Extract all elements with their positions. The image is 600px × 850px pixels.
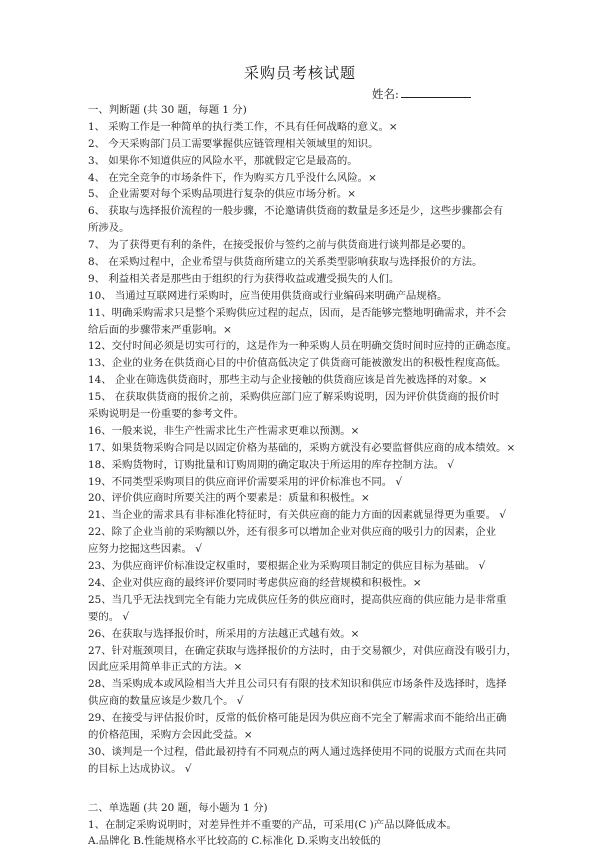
section-gap [88, 778, 518, 800]
question-line: 28、当采购成本或风险相当大并且公司只有有限的技术知识和供应市场条件及选择时，选择 [88, 678, 507, 691]
question-line: 19、不同类型采购项目的供应商评价需要采用的评价标准也不同。 √ [88, 475, 403, 488]
question-line: 应努力挖掘这些因素。 √ [88, 543, 202, 556]
question-line: 25、当几乎无法找到完全有能力完成供应任务的供应商时，提高供应商的供应能力是非常重 [88, 593, 507, 606]
section2-questions [88, 817, 518, 850]
question-line: 21、当企业的需求具有非标准化特征时，有关供应商的能力方面的因素就显得更为重要。 √ [88, 509, 506, 522]
question-line: 14、 企业在筛选供货商时，那些主动与企业接触的供货商应该是首先被选择的对象。× [88, 374, 488, 387]
question-line: 17、如果货物采购合同是以固定价格为基础的，采购方就没有必要监督供应商的成本绩效。× [88, 441, 516, 454]
question-line: 16、一般来说，非生产性需求比生产性需求更难以预测。× [88, 424, 360, 437]
question-line: A.品牌化 B.性能规格水平比较高的 C.标准化 D.采购支出较低的 [88, 835, 381, 848]
question-line: 13、企业的业务在供货商心目的中价值高低决定了供货商可能被激发出的积极性程度高低。 [88, 357, 507, 370]
document-title: 采购员考核试题 [243, 64, 356, 82]
question-line: 的目标上达成协议。 √ [88, 762, 192, 775]
name-label: 姓名: [372, 87, 399, 101]
question-line: 12、交付时间必须是切实可行的，这是作为一种采购人员在明确交货时间时应持的正确态度。 [88, 340, 517, 353]
question-line: 6、 获取与选择报价流程的一般步骤，不论邀请供货商的数量是多还是少，这些步骤都会有 [88, 205, 504, 218]
question-line: 5、 企业需要对每个采购品项进行复杂的供应市场分析。× [88, 188, 356, 201]
question-line: 所涉及。 [88, 222, 130, 235]
question-line: 的价格范围，采购方会因此受益。× [88, 728, 253, 741]
question-line: 20、评价供应商时所要关注的两个要素是：质量和积极性。× [88, 492, 370, 505]
exam-content [88, 102, 518, 850]
question-line: 29、在接受与评估报价时，反常的低价格可能是因为供应商不完全了解需求而不能给出正确 [88, 712, 507, 725]
question-line: 因此应采用简单非正式的方法。× [88, 661, 243, 674]
question-line: 24、企业对供应商的最终评价要同时考虑供应商的经营规模和积极性。× [88, 576, 422, 589]
name-field [372, 86, 471, 102]
question-line: 9、 利益相关者是那些由于组织的行为获得收益或遭受损失的人们。 [88, 272, 400, 285]
question-line: 1、 采购工作是一种简单的执行类工作，不具有任何战略的意义。× [88, 120, 398, 133]
question-line: 7、 为了获得更有利的条件，在接受报价与签约之前与供货商进行谈判都是必要的。 [88, 239, 472, 252]
question-line: 10、 当通过互联网进行采购时，应当使用供货商或行业编码来明确产品规格。 [88, 289, 448, 302]
question-line: 4、 在完全竞争的市场条件下，作为购买方几乎没什么风险。× [88, 171, 377, 184]
question-line: 30、谈判是一个过程，借此最初持有不同观点的两人通过选择使用不同的说服方式而在共同 [88, 745, 507, 758]
question-line: 1、在制定采购说明时，对差异性并不重要的产品，可采用(C )产品以降低成本。 [88, 818, 457, 831]
question-line: 22、除了企业当前的采购额以外，还有很多可以增加企业对供应商的吸引力的因素，企业 [88, 526, 497, 539]
question-line: 15、 在获取供货商的报价之前，采购供应部门应了解采购说明，因为评价供货商的报价时 [88, 391, 500, 404]
question-line: 采购说明是一份重要的参考文件。 [88, 408, 244, 421]
question-line: 3、 如果你不知道供应的风险水平，那就假定它是最高的。 [88, 154, 358, 167]
name-blank-line [401, 86, 471, 98]
question-line: 8、 在采购过程中，企业希望与供货商所建立的关系类型影响获取与选择报价的方法。 [88, 256, 483, 269]
section1-header: 一、判断题 (共 30 题，每题 1 分) [88, 104, 247, 116]
section1-questions [88, 119, 518, 778]
question-line: 27、针对瓶颈项目，在确定获取与选择报价的方法时，由于交易额少，对供应商没有吸引力， [88, 644, 517, 657]
section2-header: 二、单选题 (共 20 题，每小题为 1 分) [88, 801, 268, 814]
question-line: 供应商的数量应该是少数几个。 √ [88, 695, 244, 708]
question-line: 要的。 √ [88, 610, 130, 623]
question-line: 给后面的步骤带来严重影响。× [88, 323, 232, 336]
question-line: 11、明确采购需求只是整个采购供应过程的起点，因而，是否能够完整地明确需求，并不会 [88, 306, 507, 319]
question-line: 2、 今天采购部门员工需要掌握供应链管理相关领域里的知识。 [88, 137, 379, 150]
question-line: 26、在获取与选择报价时，所采用的方法越正式越有效。× [88, 627, 360, 640]
question-line: 23、为供应商评价标准设定权重时，要根据企业为采购项目制定的供应目标为基础。 √ [88, 560, 486, 573]
question-line: 18、采购货物时，订购批量和订购周期的确定取决于所运用的库存控制方法。 √ [88, 458, 455, 471]
